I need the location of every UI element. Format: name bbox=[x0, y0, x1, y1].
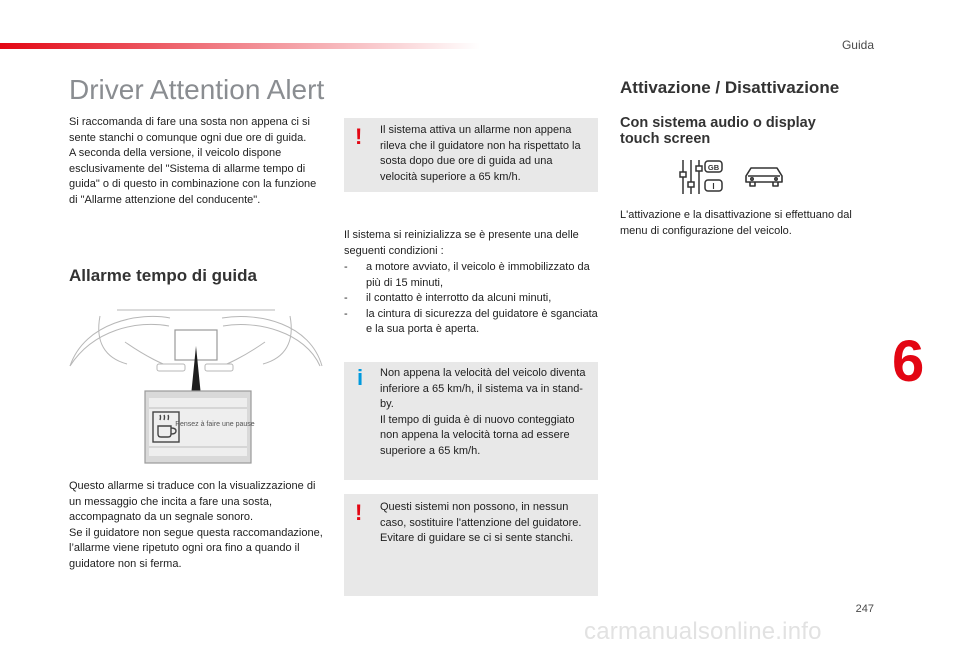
intro-text: Si raccomanda di fare una sosta non appena ci si sente stanchi o comunque ogni due ore di guida. A seconda della versione, il veicolo dispone esclusivamente del "Sistema di allarme tempo di guida" o di questo in combinazione con la funzione di "Allarme attenzione del conducente". bbox=[69, 116, 317, 206]
language-badge: GB bbox=[707, 163, 720, 172]
warning-text: Questi sistemi non possono, in nessun caso, sostituire l'attenzione del guidatore. Evitare di guidare se ci si sente stanchi. bbox=[380, 501, 582, 544]
warning-text: Il sistema attiva un allarme non appena rileva che il guidatore non ha rispettato la sosta dopo due ore di guida ad una velocità superiore a 65 km/h. bbox=[380, 124, 581, 183]
reset-intro: Il sistema si reinizializza se è presente una delle seguenti condizioni : bbox=[344, 229, 579, 257]
page-number: 247 bbox=[855, 603, 874, 615]
activation-text: L'attivazione e la disattivazione si effettuano dal menu di configurazione del veicolo. bbox=[620, 209, 852, 237]
info-text: Non appena la velocità del veicolo diventa inferiore a 65 km/h, il sistema va in stand-by. Il tempo di guida è di nuovo conteggiato non appena la velocità torna ad essere superiore a 65 km/h. bbox=[380, 367, 586, 457]
warning-box-limitation bbox=[344, 494, 598, 596]
list-item: - a motore avviato, il veicolo è immobilizzato da più di 15 minuti, bbox=[344, 260, 604, 291]
header-accent-bar bbox=[0, 43, 480, 49]
display-message-text: Pensez à faire une pause bbox=[175, 421, 255, 428]
section-name: Guida bbox=[841, 38, 874, 52]
reset-conditions-list bbox=[344, 260, 604, 338]
page-title: Driver Attention Alert bbox=[69, 74, 325, 105]
alarm-description: Questo allarme si traduce con la visualizzazione di un messaggio che incita a fare una sosta, accompagnato da un segnale sonoro. Se il guidatore non segue questa raccomandazione, l’allarme viene ripetuto ogni ora fino a quando il guidatore non si ferma. bbox=[69, 480, 323, 570]
touchscreen-subtitle: Con sistema audio o display touch screen bbox=[620, 115, 816, 147]
instrument-cluster-illustration bbox=[65, 302, 327, 464]
list-item: - il contatto è interrotto da alcuni minuti, bbox=[344, 291, 604, 307]
watermark: carmanualsonline.info bbox=[584, 618, 822, 645]
info-icon: i bbox=[357, 365, 364, 390]
warning-icon: ! bbox=[355, 124, 363, 149]
activation-title: Attivazione / Disattivazione bbox=[620, 78, 840, 97]
section-subtitle: Allarme tempo di guida bbox=[69, 266, 257, 285]
info-box-standby bbox=[344, 362, 598, 480]
warning-box-activation bbox=[344, 118, 598, 192]
chapter-number: 6 bbox=[892, 329, 925, 394]
vehicle-icon bbox=[742, 163, 786, 189]
list-item: - la cintura di sicurezza del guidatore è sganciata e la sua porta è aperta. bbox=[344, 307, 604, 338]
settings-sliders-icon bbox=[678, 158, 726, 196]
language-badge-secondary: I bbox=[712, 182, 715, 191]
warning-icon: ! bbox=[355, 500, 363, 525]
